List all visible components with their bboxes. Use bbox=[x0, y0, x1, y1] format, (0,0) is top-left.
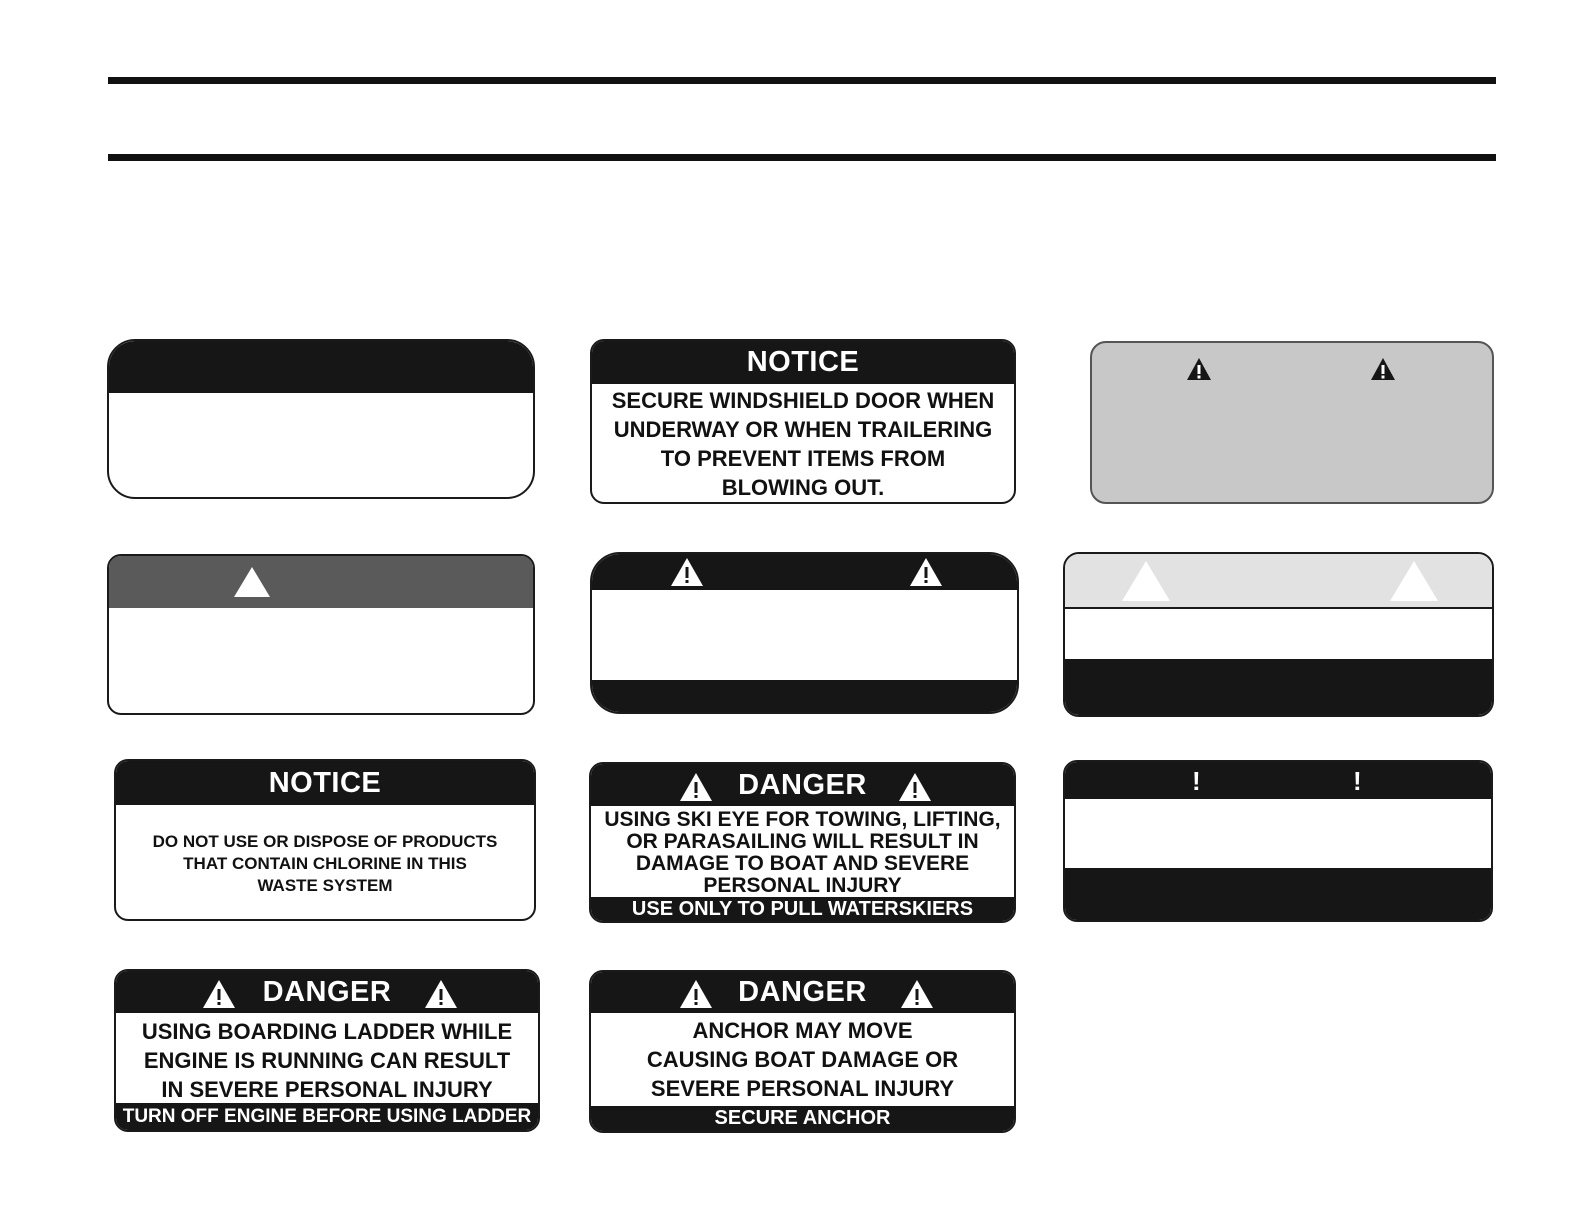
notice-body bbox=[592, 386, 1014, 502]
label-blank-black-header bbox=[107, 339, 535, 499]
danger-body bbox=[116, 1017, 538, 1104]
label-black-exclaim bbox=[1063, 760, 1493, 922]
warning-triangle-icon bbox=[233, 566, 271, 598]
label-header-band bbox=[1065, 762, 1491, 799]
danger-footer: TURN OFF ENGINE BEFORE USING LADDER bbox=[116, 1103, 538, 1130]
second-rule bbox=[108, 154, 1496, 161]
exclamation-icon: ! bbox=[1192, 766, 1201, 796]
warning-triangle-icon bbox=[1121, 560, 1171, 602]
notice-line: DO NOT USE OR DISPOSE OF PRODUCTS bbox=[152, 832, 498, 851]
label-notice-chlorine bbox=[114, 759, 536, 921]
warning-triangle-icon bbox=[202, 979, 236, 1009]
label-header-band bbox=[592, 554, 1017, 590]
danger-line: PERSONAL INJURY bbox=[703, 874, 902, 897]
label-header-band bbox=[109, 556, 533, 608]
notice-line: TO PREVENT ITEMS FROM bbox=[660, 446, 946, 471]
danger-footer: USE ONLY TO PULL WATERSKIERS bbox=[591, 897, 1014, 921]
warning-triangle-icon bbox=[670, 557, 704, 587]
notice-line: UNDERWAY OR WHEN TRAILERING bbox=[613, 417, 993, 442]
warning-triangle-icon bbox=[1186, 357, 1212, 381]
label-footer-band bbox=[592, 680, 1017, 712]
label-gray-warning bbox=[1090, 341, 1494, 504]
label-header-band bbox=[116, 761, 534, 805]
label-warning-black-bands bbox=[590, 552, 1019, 714]
label-pale-header-black-band bbox=[1063, 552, 1494, 717]
notice-body bbox=[116, 831, 534, 897]
label-danger-anchor bbox=[589, 970, 1016, 1133]
label-notice-windshield bbox=[590, 339, 1016, 504]
danger-line: IN SEVERE PERSONAL INJURY bbox=[161, 1077, 493, 1102]
label-header-band bbox=[592, 341, 1014, 384]
danger-line: DAMAGE TO BOAT AND SEVERE bbox=[635, 852, 970, 875]
warning-triangle-icon bbox=[1389, 560, 1439, 602]
notice-line: BLOWING OUT. bbox=[721, 475, 885, 500]
notice-title: NOTICE bbox=[268, 766, 382, 799]
danger-line: SEVERE PERSONAL INJURY bbox=[650, 1076, 955, 1101]
notice-line: WASTE SYSTEM bbox=[257, 876, 393, 895]
danger-line: CAUSING BOAT DAMAGE OR bbox=[646, 1047, 959, 1072]
label-header-band bbox=[591, 972, 1014, 1013]
exclamation-icon: ! bbox=[1353, 766, 1362, 796]
warning-triangle-icon bbox=[424, 979, 458, 1009]
warning-triangle-icon bbox=[679, 979, 713, 1009]
notice-title: NOTICE bbox=[746, 346, 860, 378]
danger-line: OR PARASAILING WILL RESULT IN bbox=[626, 830, 979, 853]
danger-body bbox=[591, 809, 1014, 897]
label-header-band bbox=[116, 971, 538, 1013]
label-danger-ski-eye bbox=[589, 762, 1016, 923]
danger-line: USING SKI EYE FOR TOWING, LIFTING, bbox=[604, 808, 1001, 831]
warning-triangle-icon bbox=[679, 772, 713, 802]
label-footer-band bbox=[1065, 659, 1492, 715]
label-header-band bbox=[109, 341, 533, 393]
label-caution-gray-header bbox=[107, 554, 535, 715]
danger-title: DANGER bbox=[262, 975, 392, 1008]
warning-triangle-icon bbox=[898, 772, 932, 802]
notice-line: THAT CONTAIN CHLORINE IN THIS bbox=[183, 854, 467, 873]
danger-title: DANGER bbox=[738, 768, 867, 801]
danger-line: USING BOARDING LADDER WHILE bbox=[141, 1019, 513, 1044]
label-danger-ladder bbox=[114, 969, 540, 1132]
danger-footer: SECURE ANCHOR bbox=[591, 1106, 1014, 1131]
label-footer-band bbox=[1065, 868, 1491, 920]
danger-line: ANCHOR MAY MOVE bbox=[692, 1018, 913, 1043]
top-rule bbox=[108, 77, 1496, 84]
warning-triangle-icon bbox=[1370, 357, 1396, 381]
warning-triangle-icon bbox=[900, 979, 934, 1009]
label-header-band bbox=[591, 764, 1014, 806]
warning-triangle-icon bbox=[909, 557, 943, 587]
danger-body bbox=[591, 1016, 1014, 1103]
notice-line: SECURE WINDSHIELD DOOR WHEN bbox=[611, 388, 995, 413]
danger-line: ENGINE IS RUNNING CAN RESULT bbox=[143, 1048, 511, 1073]
danger-title: DANGER bbox=[738, 976, 867, 1008]
